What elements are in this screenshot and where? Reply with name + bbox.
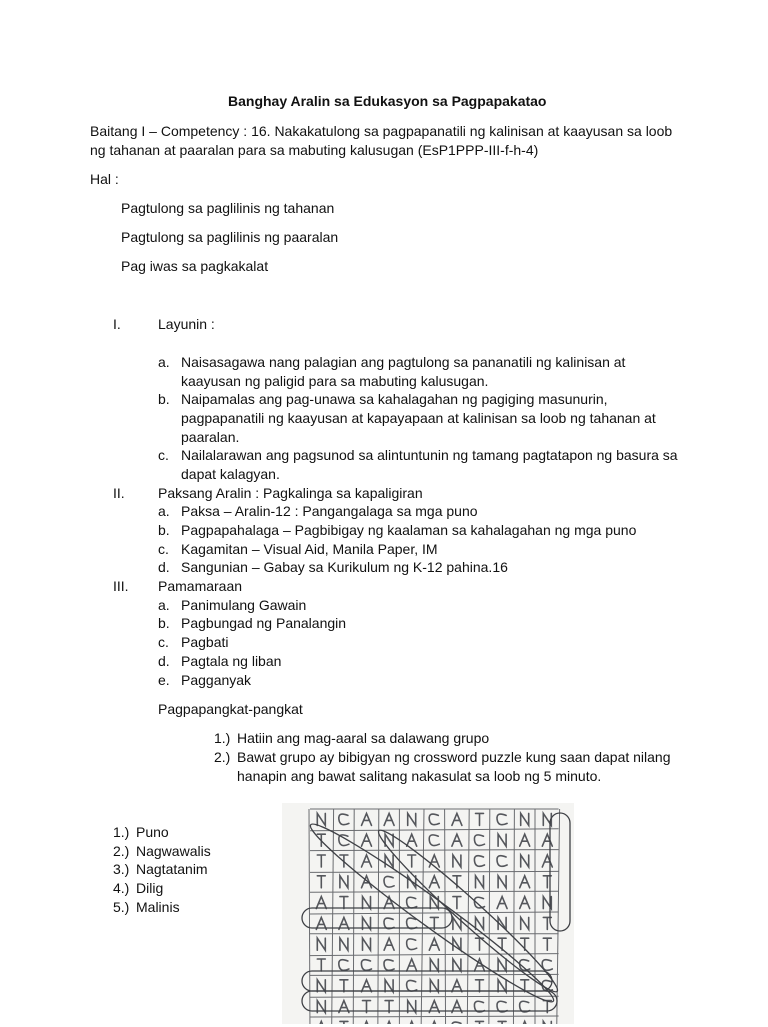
subheading: Pagpapangkat-pangkat	[158, 701, 303, 717]
list-item-text: paaralan.	[181, 429, 240, 445]
section-heading: Layunin :	[158, 316, 215, 332]
section-numeral: III.	[113, 578, 129, 594]
list-letter: d.	[158, 559, 170, 575]
list-item-text: Pagbati	[181, 634, 229, 650]
list-item-text: Paksa – Aralin-12 : Pangangalaga sa mga puno	[181, 503, 478, 519]
list-letter: c.	[158, 447, 169, 463]
list-letter: c.	[158, 634, 169, 650]
list-item-text: Pagtala ng liban	[181, 653, 282, 669]
list-item-text: Pagbungad ng Panalangin	[181, 615, 347, 631]
list-item-text: Sangunian – Gabay sa Kurikulum ng K-12 pahina.16	[181, 559, 508, 575]
list-item-text: Naipamalas ang pag-unawa sa kahalagahan ng pagiging masunurin,	[181, 391, 608, 407]
list-item-text: kaayusan ng paligid para sa mabuting kalusugan.	[181, 373, 489, 389]
section-numeral: I.	[113, 316, 121, 332]
word-number: 1.)	[113, 824, 130, 840]
example-item: Pag iwas sa pagkakalat	[121, 258, 269, 274]
word-number: 3.)	[113, 861, 130, 877]
list-item-text: Nailalarawan ang pagsunod sa alintuntunin ng tamang pagtatapon ng basura sa	[181, 447, 678, 463]
section-heading: Pamamaraan	[158, 578, 243, 594]
list-letter: c.	[158, 541, 169, 557]
competency-line-2: ng tahanan at paaralan para sa mabuting kalusugan (EsP1PPP-III-f-h-4)	[90, 142, 539, 158]
list-letter: a.	[158, 503, 170, 519]
example-item: Pagtulong sa paglilinis ng paaralan	[121, 229, 339, 245]
word-number: 2.)	[113, 843, 130, 859]
word-item: Dilig	[136, 880, 164, 896]
list-letter: e.	[158, 672, 170, 688]
step-number: 1.)	[214, 730, 231, 746]
list-item-text: Pagpapahalaga – Pagbibigay ng kaalaman sa kahalagahan ng mga puno	[181, 522, 637, 538]
list-letter: d.	[158, 653, 170, 669]
list-letter: b.	[158, 522, 170, 538]
list-letter: b.	[158, 391, 170, 407]
list-item-text: Naisasagawa nang palagian ang pagtulong sa pananatili ng kalinisan at	[181, 354, 626, 370]
word-item: Nagtatanim	[136, 861, 208, 877]
puzzle-drawing	[282, 803, 574, 1024]
word-item: Puno	[136, 824, 169, 840]
word-item: Malinis	[136, 899, 180, 915]
step-text: hanapin ang bawat salitang nakasulat sa loob ng 5 minuto.	[237, 768, 602, 784]
word-search-puzzle-image	[282, 803, 574, 1024]
list-item-text: Panimulang Gawain	[181, 597, 307, 613]
list-item-text: Pagganyak	[181, 672, 252, 688]
hal-label: Hal :	[90, 171, 119, 187]
word-item: Nagwawalis	[136, 843, 211, 859]
list-item-text: dapat kalagyan.	[181, 466, 280, 482]
competency-line-1: Baitang I – Competency : 16. Nakakatulong sa pagpapanatili ng kalinisan at kaayusan sa loob	[90, 123, 673, 139]
list-letter: b.	[158, 615, 170, 631]
list-item-text: pagpapanatili ng kaayusan at kapayapaan at kalinisan sa loob ng tahanan at	[181, 410, 656, 426]
step-number: 2.)	[214, 749, 231, 765]
document-title: Banghay Aralin sa Edukasyon sa Pagpapakatao	[228, 93, 547, 109]
list-item-text: Kagamitan – Visual Aid, Manila Paper, IM	[181, 541, 438, 557]
step-text: Bawat grupo ay bibigyan ng crossword puzzle kung saan dapat nilang	[237, 749, 671, 765]
word-number: 5.)	[113, 899, 130, 915]
section-heading: Paksang Aralin : Pagkalinga sa kapaligiran	[158, 485, 423, 501]
example-item: Pagtulong sa paglilinis ng tahanan	[121, 200, 335, 216]
word-number: 4.)	[113, 880, 130, 896]
list-letter: a.	[158, 354, 170, 370]
list-letter: a.	[158, 597, 170, 613]
step-text: Hatiin ang mag-aaral sa dalawang grupo	[237, 730, 490, 746]
section-numeral: II.	[113, 485, 125, 501]
